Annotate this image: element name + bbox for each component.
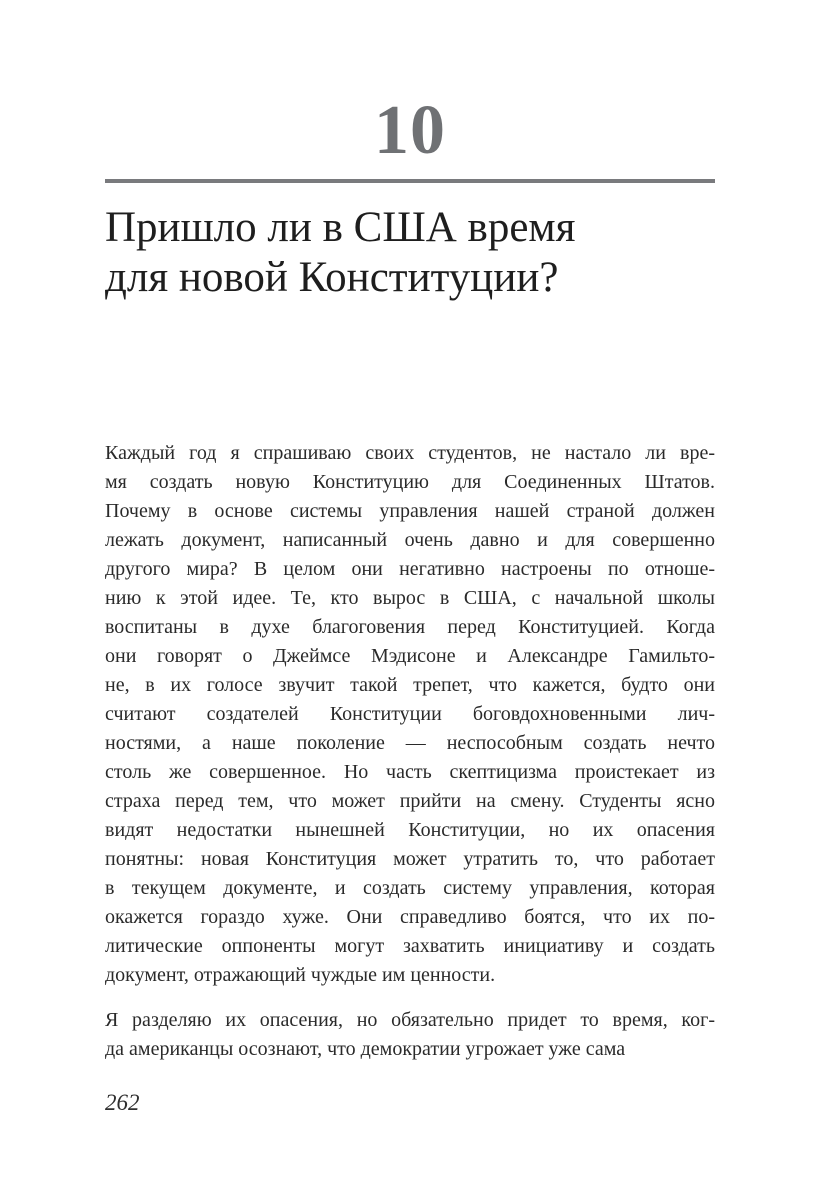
chapter-divider-rule bbox=[105, 179, 715, 183]
chapter-title bbox=[105, 203, 715, 303]
chapter-title-line: Пришло ли в США время bbox=[105, 204, 576, 251]
body-text-line: видят недостатки нынешней Конституции, но их опасения bbox=[105, 819, 715, 841]
body-text-line: не, в их голосе звучит такой трепет, что кажется, будто они bbox=[105, 674, 715, 696]
page-number: 262 bbox=[105, 1090, 140, 1115]
body-text-line: литические оппоненты могут захватить инициативу и создать bbox=[105, 935, 715, 957]
body-paragraph bbox=[105, 1006, 715, 1064]
body-text bbox=[105, 439, 715, 1064]
body-text-line: Почему в основе системы управления нашей страной должен bbox=[105, 500, 715, 522]
body-text-line: да американцы осознают, что демократии угрожает уже сама bbox=[105, 1038, 626, 1060]
chapter-number: 10 bbox=[374, 92, 446, 169]
body-text-line: они говорят о Джеймсе Мэдисоне и Александре Гамильто- bbox=[105, 645, 715, 667]
body-paragraph bbox=[105, 439, 715, 990]
body-text-line: страха перед тем, что может прийти на смену. Студенты ясно bbox=[105, 790, 715, 812]
body-text-line: нию к этой идее. Те, кто вырос в США, с начальной школы bbox=[105, 587, 715, 609]
body-text-line: в текущем документе, и создать систему управления, которая bbox=[105, 877, 715, 899]
body-text-line: понятны: новая Конституция может утратить то, что работает bbox=[105, 848, 715, 870]
chapter-title-line: для новой Конституции? bbox=[105, 254, 559, 301]
body-text-line: документ, отражающий чуждые им ценности. bbox=[105, 964, 496, 986]
body-text-line: другого мира? В целом они негативно настроены по отноше- bbox=[105, 558, 715, 580]
body-text-line: лежать документ, написанный очень давно и для совершенно bbox=[105, 529, 715, 551]
body-text-line: ностями, а наше поколение — неспособным создать нечто bbox=[105, 732, 715, 754]
body-text-line: считают создателей Конституции боговдохновенными лич- bbox=[105, 703, 715, 725]
body-text-line: Каждый год я спрашиваю своих студентов, не настало ли вре- bbox=[105, 442, 715, 464]
body-text-line: мя создать новую Конституцию для Соединенных Штатов. bbox=[105, 471, 715, 493]
body-text-line: Я разделяю их опасения, но обязательно придет то время, ког- bbox=[105, 1009, 715, 1031]
body-text-line: окажется гораздо хуже. Они справедливо боятся, что их по- bbox=[105, 906, 715, 928]
body-text-line: столь же совершенное. Но часть скептицизма проистекает из bbox=[105, 761, 715, 783]
body-text-line: воспитаны в духе благоговения перед Конституцией. Когда bbox=[105, 616, 715, 638]
